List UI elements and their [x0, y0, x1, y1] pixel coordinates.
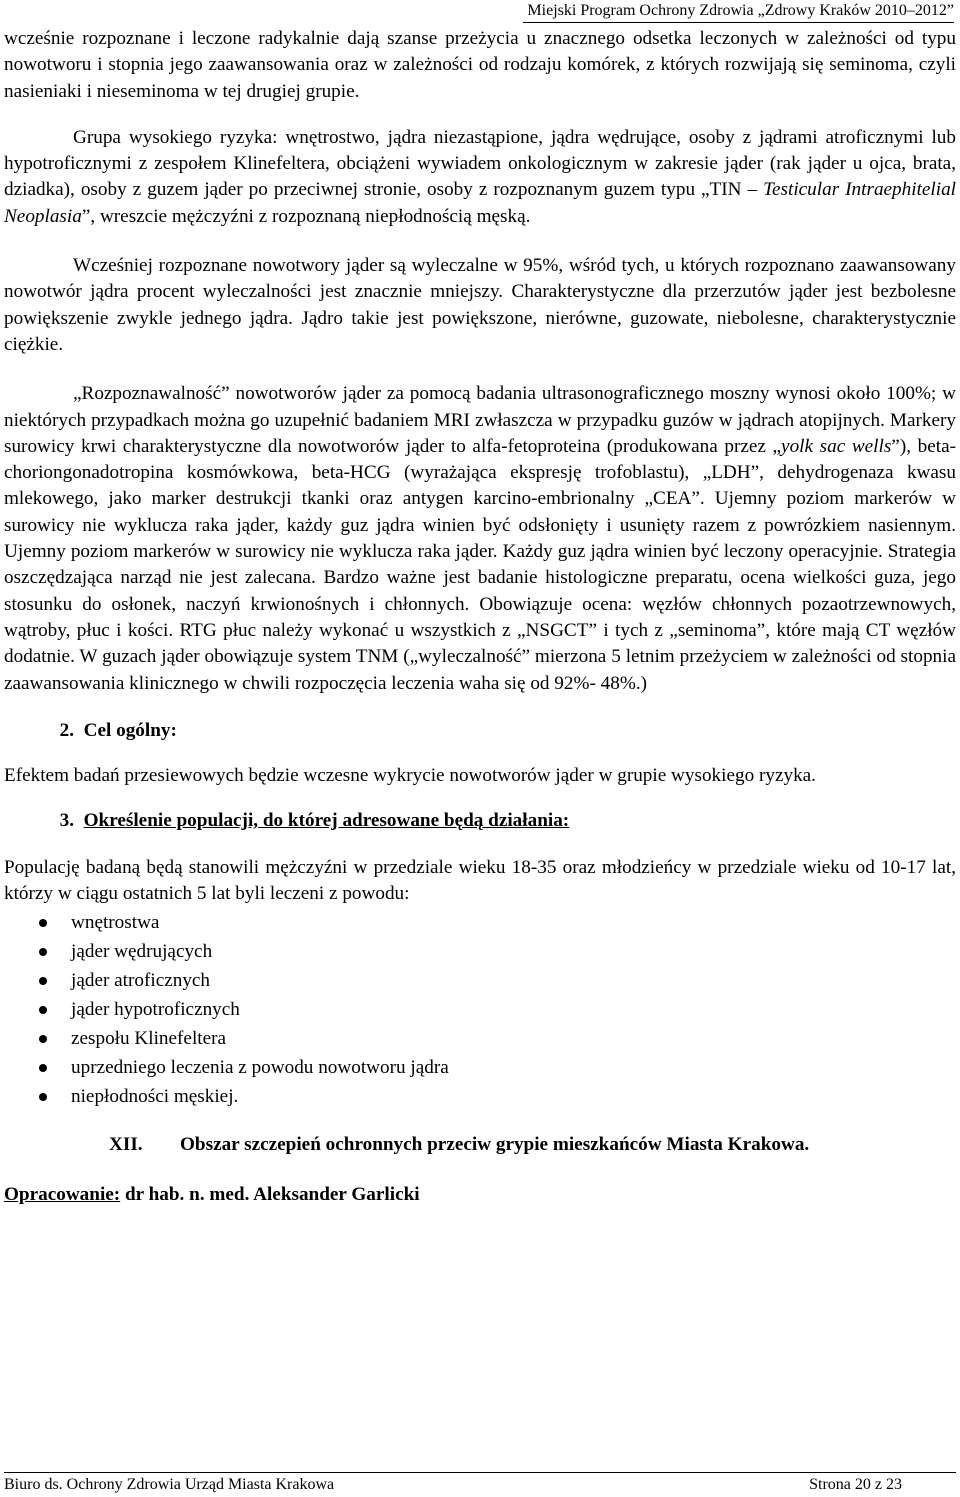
paragraph-risk-group — [4, 125, 956, 230]
list-item: zespołu Klinefeltera — [4, 1024, 956, 1053]
list-item: niepłodności męskiej. — [4, 1082, 956, 1111]
section-heading-xii — [4, 1131, 956, 1159]
bullet-icon — [39, 1064, 47, 1072]
paragraph-population: Populację badaną będą stanowili mężczyźni w przedziale wieku 18-35 oraz młodzieńcy w przedziale wieku od 10-17 lat, którzy w ciągu ostatnich 5 lat byli leczeni z powodu: — [4, 857, 956, 905]
section-heading-general-goal — [4, 718, 956, 744]
list-item: jąder wędrujących — [4, 937, 956, 966]
document-body — [4, 24, 956, 1208]
section-number: XII. — [109, 1133, 143, 1155]
population-criteria-list — [4, 908, 956, 1111]
list-item: jąder hypotroficznych — [4, 995, 956, 1024]
author-label: Opracowanie: — [4, 1183, 121, 1205]
diagnosis-text-a: „Rozpoznawalność” nowotworów jąder za pomocą badania ultrasonograficznego moszny wynosi około 100%; w niektórych przypadkach można go uzupełnić badaniem MRI zwłaszcza w przypadku guzów w jądrach atopijnych. Markery surowicy krwi charakterystyczne dla nowotworów jąder to alfa-fetoproteina (produkowana przez „ — [4, 383, 956, 457]
page-header: Miejski Program Ochrony Zdrowia „Zdrowy Kraków 2010–2012” — [523, 0, 954, 23]
section-number: 3. — [59, 810, 74, 832]
author-name: dr hab. n. med. Aleksander Garlicki — [120, 1183, 420, 1205]
list-item: uprzedniego leczenia z powodu nowotworu jądra — [4, 1053, 956, 1082]
list-item: jąder atroficznych — [4, 966, 956, 995]
footer-office: Biuro ds. Ochrony Zdrowia Urząd Miasta Krakowa — [4, 1476, 335, 1493]
bullet-icon — [39, 919, 47, 927]
footer-page-number: Strona 20 z 23 — [809, 1476, 902, 1493]
bullet-icon — [39, 977, 47, 985]
risk-group-text-a: Grupa wysokiego ryzyka: wnętrostwo, jądra niezastąpione, jądra wędrujące, osoby z jądrami atroficznymi lub hypotroficznymi z zespołem Klinefeltera, obciążeni wywiadem onkologicznym w zakresie jąder (rak jąder u ojca, brata, dziadka), osoby z guzem jąder po przeciwnej stronie, osoby z rozpoznanym guzem typu „TIN – — [4, 126, 956, 201]
paragraph-curability: Wcześniej rozpoznane nowotwory jąder są wyleczalne w 95%, wśród tych, u których rozpoznano zaawansowany nowotwór jądra procent wyleczalności jest znacznie mniejszy. Charakterystyczne dla przerzutów jąder jest bezbolesne powiększenie zwykle jednego jądra. Jądro takie jest powiększone, nierówne, guzowate, niebolesne, charakterystycznie ciężkie. — [4, 255, 956, 355]
risk-group-text-b: ”, wreszcie mężczyźni z rozpoznaną niepłodnością męską. — [81, 205, 531, 227]
section-heading-population — [4, 808, 956, 834]
tin-italic-term: Testicular Intraephitelial Neoplasia — [4, 179, 957, 227]
yolk-sac-italic-term: yolk sac wells — [781, 435, 892, 457]
author-line — [4, 1182, 956, 1208]
bullet-icon — [39, 1093, 47, 1101]
page-footer — [4, 1472, 956, 1496]
section-title: Cel ogólny: — [83, 719, 177, 741]
section-number: 2. — [59, 719, 74, 741]
section-title: Obszar szczepień ochronnych przeciw grypie mieszkańców Miasta Krakowa. — [180, 1133, 810, 1155]
paragraph-general-goal: Efektem badań przesiewowych będzie wczesne wykrycie nowotworów jąder w grupie wysokiego ryzyka. — [4, 764, 816, 786]
paragraph-diagnosis — [4, 381, 956, 697]
list-item: wnętrostwa — [4, 908, 956, 937]
paragraph-continuation: wcześnie rozpoznane i leczone radykalnie dają szanse przeżycia u znacznego odsetka leczonych w zależności od typu nowotworu i stopnia jego zaawansowania oraz w zależności od rodzaju komórek, z których rozwijają się seminoma, czyli nasieniaki i nieseminoma w tej drugiej grupie. — [4, 28, 956, 102]
bullet-icon — [39, 1006, 47, 1014]
bullet-icon — [39, 948, 47, 956]
bullet-icon — [39, 1035, 47, 1043]
diagnosis-text-b: ”), beta-choriongonadotropina kosmówkowa, beta-HCG (wyrażająca ekspresję trofoblastu), „LDH”, dehydrogenaza kwasu mlekowego, jako marker destrukcji tkanki oraz antygen karcino-embrionalny „CEA”. Ujemny poziom markerów w surowicy nie wyklucza raka jąder, każdy guz jądra winien być odsłonięty i usunięty razem z powrózkiem nasiennym. Ujemny poziom markerów w surowicy nie wyklucza raka jąder. Każdy guz jądra winien być leczony operacyjnie. Strategia oszczędzająca narząd nie jest zalecana. Bardzo ważne jest badanie histologiczne preparatu, ocena wielkości guza, jego stosunku do osłonek, naczyń krwionośnych i chłonnych. Obowiązuje ocena: węzłów chłonnych pozaotrzewnowych, wątroby, płuc i kości. RTG płuc należy wykonać u wszystkich z „NSGCT” i tych z „seminoma”, które mają CT węzłów dodatnie. W guzach jąder obowiązuje system TNM („wyleczalność” mierzona 5 letnim przeżyciem w zależności od stopnia zaawansowania klinicznego w chwili rozpoczęcia leczenia waha się od 92%- 48%.) — [4, 435, 956, 694]
section-title: Określenie populacji, do której adresowane będą działania: — [83, 810, 570, 832]
